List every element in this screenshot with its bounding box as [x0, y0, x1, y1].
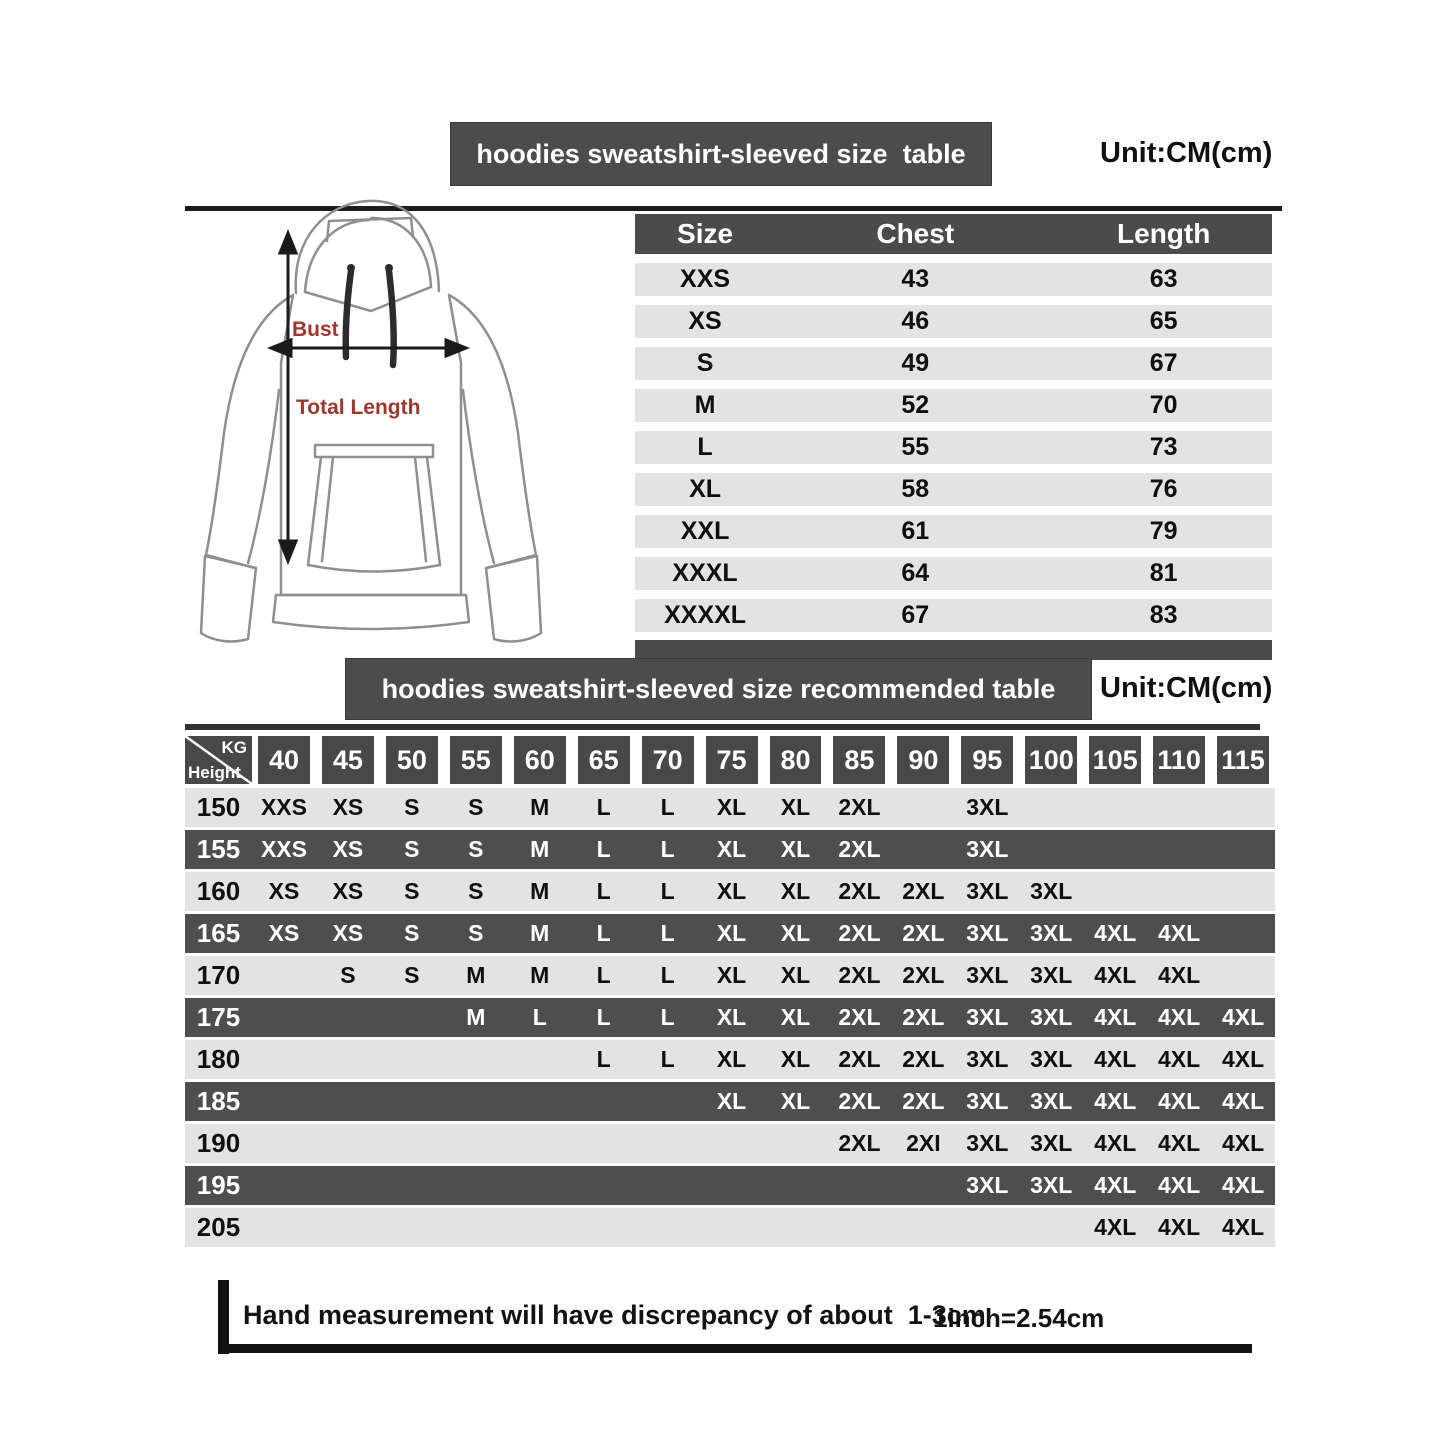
matrix-cell: S: [468, 920, 484, 946]
matrix-cell: 2XL: [838, 878, 881, 904]
matrix-weight-box: 85: [833, 736, 885, 784]
matrix-cell: 2XL: [902, 920, 945, 946]
size-table-cell: M: [694, 391, 716, 419]
matrix-cell: XL: [780, 1004, 811, 1030]
matrix-weight-box: 95: [961, 736, 1013, 784]
matrix-weight-cell: [316, 736, 380, 784]
matrix-cell: L: [596, 962, 611, 988]
hoodie-outline: [201, 201, 541, 642]
matrix-weight-box: 40: [258, 736, 310, 784]
matrix-cell: 4XL: [1094, 962, 1137, 988]
matrix-cell: S: [340, 962, 356, 988]
matrix-cell: 3XL: [1030, 1046, 1073, 1072]
matrix-cell: 2XL: [838, 962, 881, 988]
matrix-weight-cell: [380, 736, 444, 784]
size-table-row: [635, 305, 1272, 338]
matrix-cell: 4XL: [1221, 1046, 1265, 1072]
matrix-cell: 4XL: [1158, 1130, 1201, 1156]
size-table-cell: 70: [1149, 391, 1178, 419]
matrix-cell: S: [468, 878, 484, 904]
matrix-cell: 4XL: [1094, 1172, 1137, 1198]
matrix-cell: 3XL: [966, 1046, 1009, 1072]
matrix-cell: 3XL: [1030, 1172, 1073, 1198]
matrix-cell: M: [466, 1004, 486, 1030]
footer-bottom-line: [222, 1344, 1252, 1353]
matrix-cell: S: [404, 794, 420, 820]
size-table-row: [635, 431, 1272, 464]
matrix-cell: XL: [780, 794, 811, 820]
matrix-cell: XL: [716, 1088, 747, 1114]
size-table-cell: 63: [1149, 265, 1178, 293]
matrix-row: [185, 1166, 1275, 1205]
matrix-cell: XL: [716, 962, 747, 988]
matrix-cell: 4XL: [1094, 920, 1137, 946]
matrix-cell: XS: [332, 920, 364, 946]
matrix-cell: L: [596, 1004, 611, 1030]
matrix-cell: 3XL: [966, 1004, 1009, 1030]
matrix-cell: 2XL: [838, 1130, 881, 1156]
size-table-cell: L: [697, 433, 713, 461]
matrix-cell: 4XL: [1221, 1088, 1265, 1114]
matrix-cell: M: [530, 920, 550, 946]
matrix-cell: XL: [780, 920, 811, 946]
size-table-cell: XXXL: [672, 559, 738, 587]
matrix-cell: S: [468, 836, 484, 862]
matrix-cell: 3XL: [966, 1172, 1009, 1198]
matrix-weight-box: 50: [386, 736, 438, 784]
size-table-header: [635, 214, 1272, 254]
matrix-cell: XL: [716, 794, 747, 820]
matrix-weight-box: 80: [770, 736, 822, 784]
matrix-cell: 3XL: [966, 794, 1009, 820]
matrix-height-label: 195: [196, 1170, 241, 1200]
matrix-weight-box: 60: [514, 736, 566, 784]
matrix-row: [185, 788, 1275, 827]
matrix-cell: M: [530, 836, 550, 862]
size-table-cell: 43: [901, 265, 930, 293]
matrix-row: [185, 1208, 1275, 1247]
matrix-cell: L: [660, 920, 675, 946]
matrix-cell: S: [404, 962, 420, 988]
matrix-cell: 3XL: [1030, 1004, 1073, 1030]
matrix-row: [185, 914, 1275, 953]
matrix-cell: 4XL: [1221, 1004, 1265, 1030]
size-table-row: [635, 473, 1272, 506]
size-table-cell: XS: [688, 307, 722, 335]
drawstrings: [346, 271, 394, 365]
matrix-row: [185, 1124, 1275, 1163]
matrix-cell: L: [660, 878, 675, 904]
matrix-weight-cell: [891, 736, 955, 784]
divider-bottom: [185, 724, 1260, 730]
matrix-cell: 4XL: [1158, 1172, 1201, 1198]
matrix-cell: 4XL: [1094, 1088, 1137, 1114]
matrix-weight-box: 70: [642, 736, 694, 784]
matrix-cell: XS: [268, 920, 300, 946]
matrix-weight-cell: [955, 736, 1019, 784]
size-table-header-cell: Length: [1117, 218, 1211, 249]
matrix-cell: S: [404, 836, 420, 862]
size-table-row: [635, 557, 1272, 590]
matrix-cell: L: [596, 878, 611, 904]
matrix-cell: 2XL: [838, 794, 881, 820]
matrix-cell: L: [660, 836, 675, 862]
size-table: [635, 214, 1272, 660]
matrix-weight-box: 115: [1217, 736, 1269, 784]
matrix-weight-cell: [508, 736, 572, 784]
matrix-cell: L: [660, 1004, 675, 1030]
matrix-cell: 3XL: [966, 1130, 1009, 1156]
matrix-cell: 4XL: [1094, 1130, 1137, 1156]
matrix-row: [185, 1082, 1275, 1121]
matrix-cell: 2XL: [838, 920, 881, 946]
matrix-cell: S: [404, 878, 420, 904]
matrix-row: [185, 830, 1275, 869]
matrix-cell: M: [466, 962, 486, 988]
matrix-cell: XL: [780, 836, 811, 862]
matrix-cell: M: [530, 962, 550, 988]
size-table-cell: 67: [1149, 349, 1178, 377]
size-table-header-cell: Size: [677, 218, 734, 249]
matrix-weight-cell: [444, 736, 508, 784]
matrix-height-label: 170: [196, 960, 241, 990]
matrix-cell: 2XL: [902, 1004, 945, 1030]
matrix-cell: 4XL: [1158, 1046, 1201, 1072]
recommended-matrix: [185, 736, 1275, 1250]
matrix-cell: 4XL: [1158, 920, 1201, 946]
matrix-row: [185, 1040, 1275, 1079]
matrix-cell: XS: [268, 878, 300, 904]
size-table-cell: 58: [901, 475, 930, 503]
matrix-height-label: 205: [196, 1212, 241, 1242]
size-table-row: [635, 263, 1272, 296]
size-table-cell: S: [696, 349, 714, 377]
unit-label-top: Unit:CM(cm): [1100, 137, 1273, 169]
footer-left-bar: [218, 1280, 229, 1354]
matrix-weight-box: 55: [450, 736, 502, 784]
size-table-cell: 65: [1149, 307, 1178, 335]
matrix-weight-box: 105: [1089, 736, 1141, 784]
matrix-cell: XL: [716, 1046, 747, 1072]
recommended-table-title: hoodies sweatshirt-sleeved size recommended table: [345, 658, 1092, 720]
matrix-cell: L: [660, 1046, 675, 1072]
size-table-cell: 52: [901, 391, 930, 419]
size-table-cell: 55: [901, 433, 930, 461]
matrix-cell: 3XL: [1030, 962, 1073, 988]
matrix-weight-cell: [827, 736, 891, 784]
size-table-cell: 46: [901, 307, 930, 335]
matrix-cell: 2XL: [902, 1046, 945, 1072]
matrix-cell: 3XL: [966, 1088, 1009, 1114]
matrix-cell: L: [596, 920, 611, 946]
matrix-cell: 4XL: [1094, 1004, 1137, 1030]
size-table-cell: 76: [1149, 475, 1178, 503]
matrix-cell: 3XL: [1030, 1130, 1073, 1156]
matrix-weight-box: 65: [578, 736, 630, 784]
matrix-cell: 4XL: [1221, 1214, 1265, 1240]
matrix-cell: S: [468, 794, 484, 820]
matrix-cell: 4XL: [1221, 1172, 1265, 1198]
matrix-cell: 2XL: [902, 962, 945, 988]
size-table-cell: 61: [901, 517, 930, 545]
matrix-cell: 4XL: [1158, 1004, 1201, 1030]
bust-label: Bust: [292, 318, 339, 341]
matrix-cell: 4XL: [1221, 1130, 1265, 1156]
matrix-height-label: 150: [196, 792, 241, 822]
size-table-cell: 49: [901, 349, 930, 377]
size-table-cell: XXS: [680, 265, 731, 293]
size-table-cell: 81: [1149, 559, 1178, 587]
matrix-weight-cell: [764, 736, 828, 784]
matrix-cell: 4XL: [1094, 1046, 1137, 1072]
matrix-cell: XL: [780, 962, 811, 988]
matrix-height-label: 155: [196, 834, 241, 864]
matrix-cell: 2XI: [906, 1130, 941, 1156]
size-table-cell: 83: [1149, 601, 1178, 629]
size-table-row: [635, 599, 1272, 632]
size-table-cell: 73: [1149, 433, 1178, 461]
matrix-corner-cell: [185, 736, 252, 784]
matrix-cell: 2XL: [838, 1088, 881, 1114]
matrix-cell: 3XL: [1030, 920, 1073, 946]
size-table-title: hoodies sweatshirt-sleeved size table: [450, 122, 992, 186]
size-table-row: [635, 515, 1272, 548]
size-table-cell: XXXXL: [664, 601, 747, 629]
matrix-weight-cell: [700, 736, 764, 784]
size-table-row: [635, 389, 1272, 422]
matrix-cell: L: [596, 794, 611, 820]
matrix-height-label: 190: [196, 1128, 241, 1158]
matrix-height-label: 180: [196, 1044, 241, 1074]
matrix-cell: XXS: [260, 794, 307, 820]
total-length-label: Total Length: [296, 396, 421, 419]
size-table-cell: XXL: [680, 517, 730, 545]
matrix-weight-cell: [572, 736, 636, 784]
matrix-row: [185, 956, 1275, 995]
matrix-cell: XL: [716, 878, 747, 904]
matrix-height-label: 165: [196, 918, 241, 948]
matrix-weight-box: 45: [322, 736, 374, 784]
matrix-cell: XL: [780, 878, 811, 904]
matrix-cell: 4XL: [1158, 962, 1201, 988]
matrix-cell: XS: [332, 836, 364, 862]
matrix-cell: 3XL: [1030, 1088, 1073, 1114]
size-table-cell: XL: [689, 475, 722, 503]
matrix-cell: 3XL: [966, 962, 1009, 988]
corner-kg-label: KG: [221, 738, 247, 757]
matrix-weight-cell: [1147, 736, 1211, 784]
matrix-cell: M: [530, 878, 550, 904]
matrix-cell: 2XL: [902, 878, 945, 904]
matrix-weight-cell: [1083, 736, 1147, 784]
matrix-cell: 3XL: [1030, 878, 1073, 904]
matrix-cell: 2XL: [838, 836, 881, 862]
matrix-cell: M: [530, 794, 550, 820]
matrix-weight-cell: [1211, 736, 1275, 784]
matrix-weight-box: 90: [897, 736, 949, 784]
matrix-height-label: 185: [196, 1086, 241, 1116]
matrix-row: [185, 998, 1275, 1037]
matrix-cell: 4XL: [1158, 1088, 1201, 1114]
matrix-cell: L: [532, 1004, 547, 1030]
matrix-row: [185, 872, 1275, 911]
matrix-cell: XL: [780, 1088, 811, 1114]
matrix-weight-box: 100: [1025, 736, 1077, 784]
matrix-cell: L: [596, 1046, 611, 1072]
size-table-row: [635, 347, 1272, 380]
matrix-cell: XL: [716, 920, 747, 946]
unit-label-bottom: Unit:CM(cm): [1100, 672, 1273, 704]
matrix-weight-cell: [636, 736, 700, 784]
matrix-cell: 3XL: [966, 836, 1009, 862]
matrix-weight-box: 110: [1153, 736, 1205, 784]
size-table-cell: 67: [901, 601, 930, 629]
corner-height-label: Height: [188, 763, 241, 782]
matrix-cell: 3XL: [966, 920, 1009, 946]
matrix-cell: XS: [332, 794, 364, 820]
matrix-cell: 4XL: [1158, 1214, 1201, 1240]
matrix-cell: 3XL: [966, 878, 1009, 904]
size-table-footer-bar: [635, 640, 1272, 660]
matrix-cell: 2XL: [902, 1088, 945, 1114]
footer-conversion: 1inch=2.54cm: [933, 1303, 1105, 1333]
size-table-cell: 64: [901, 559, 930, 587]
matrix-height-label: 175: [196, 1002, 241, 1032]
matrix-cell: 2XL: [838, 1046, 881, 1072]
footer-note: Hand measurement will have discrepancy of about 1-3cm: [243, 1300, 986, 1330]
matrix-cell: 2XL: [838, 1004, 881, 1030]
matrix-cell: L: [660, 794, 675, 820]
hoodie-diagram: [175, 195, 595, 655]
matrix-weight-box: 75: [706, 736, 758, 784]
matrix-cell: XL: [780, 1046, 811, 1072]
matrix-cell: L: [596, 836, 611, 862]
matrix-cell: 4XL: [1094, 1214, 1137, 1240]
matrix-cell: XS: [332, 878, 364, 904]
matrix-weight-cell: [252, 736, 316, 784]
matrix-cell: S: [404, 920, 420, 946]
matrix-cell: L: [660, 962, 675, 988]
matrix-cell: XL: [716, 1004, 747, 1030]
matrix-cell: XXS: [260, 836, 307, 862]
matrix-height-label: 160: [196, 876, 241, 906]
matrix-weight-cell: [1019, 736, 1083, 784]
size-table-header-cell: Chest: [876, 218, 955, 249]
size-table-cell: 79: [1149, 517, 1178, 545]
matrix-cell: XL: [716, 836, 747, 862]
